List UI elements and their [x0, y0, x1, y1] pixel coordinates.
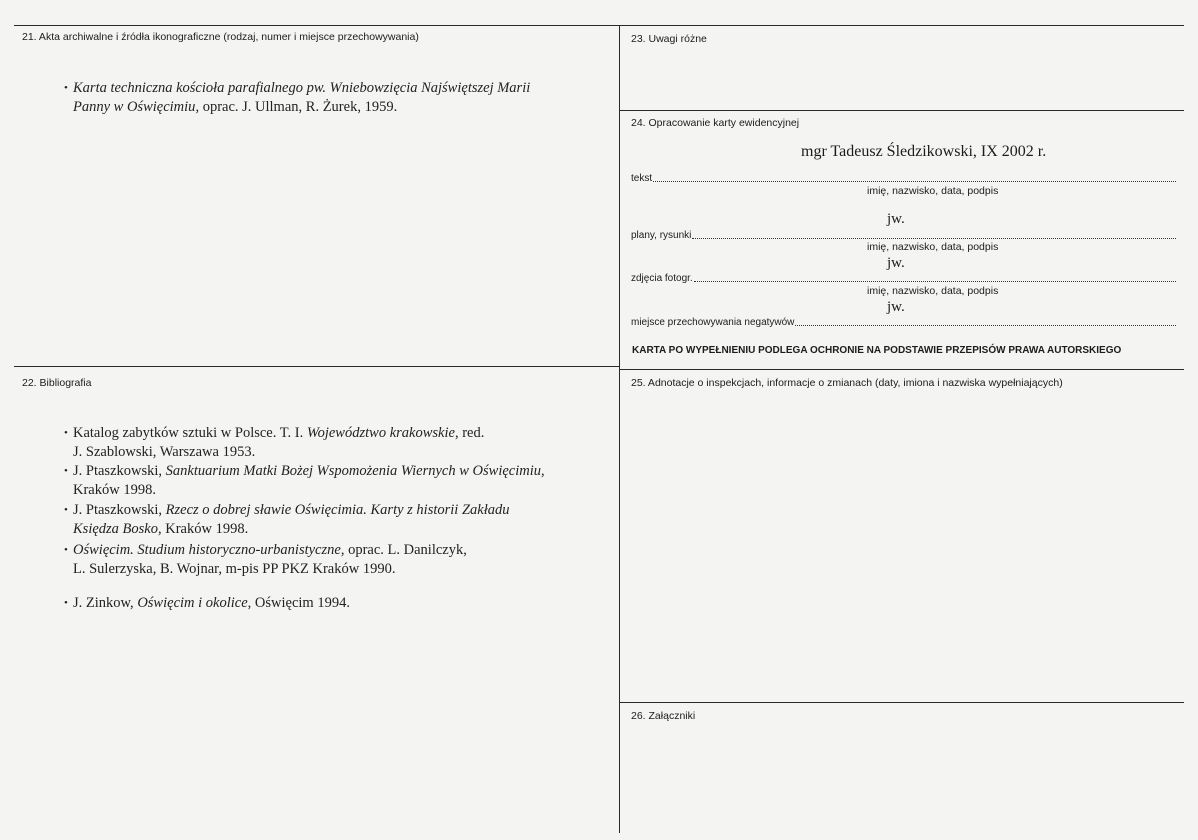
dotted-line	[694, 281, 1176, 282]
field-zdjecia-fotogr	[631, 270, 1176, 284]
archival-entry-italic-2: Panny w Oświęcimiu	[73, 99, 196, 115]
entry-title: Oświęcim i okolice	[137, 595, 248, 611]
bullet-icon: •	[64, 465, 68, 477]
dotted-line	[692, 238, 1176, 239]
section-22-title: 22. Bibliografia	[22, 377, 92, 389]
field-label: tekst	[631, 173, 653, 184]
archival-entry-italic: Karta techniczna kościoła parafialnego pw. Wniebowzięcia Najświętszej Marii	[73, 80, 531, 96]
rule-right-middle	[620, 369, 1184, 370]
bibliography-entry	[64, 424, 588, 462]
entry-title: Oświęcim. Studium historyczno-urbanistyczne	[73, 542, 341, 558]
entry-text: , red.	[454, 425, 485, 441]
entry-text: Kraków 1998.	[73, 482, 156, 498]
section-23-title: 23. Uwagi różne	[631, 33, 707, 45]
bullet-icon: •	[64, 544, 68, 556]
rule-left-middle	[14, 366, 619, 367]
field-value: jw.	[887, 299, 905, 315]
bullet-icon: •	[64, 82, 68, 94]
section-24-title: 24. Opracowanie karty ewidencyjnej	[631, 117, 800, 129]
entry-text: J. Ptaszkowski,	[73, 502, 166, 518]
bibliography-entry	[64, 462, 588, 500]
rule-25-26	[620, 702, 1184, 703]
section-26-title: 26. Załączniki	[631, 710, 696, 722]
field-label: miejsce przechowywania negatywów	[631, 317, 795, 328]
entry-text: , oprac. L. Danilczyk,	[340, 542, 467, 558]
field-value: jw.	[887, 255, 905, 271]
entry-text: ,	[541, 463, 545, 479]
bibliography-entry	[64, 541, 588, 579]
field-caption: imię, nazwisko, data, podpis	[867, 241, 999, 253]
field-value: jw.	[887, 211, 905, 227]
entry-text: J. Zinkow,	[73, 595, 138, 611]
entry-title: Sanktuarium Matki Bożej Wspomożenia Wiernych w Oświęcimiu	[165, 463, 541, 479]
field-tekst	[631, 170, 1176, 184]
field-caption: imię, nazwisko, data, podpis	[867, 285, 999, 297]
bibliography-entry	[64, 594, 588, 613]
entry-text: J. Szablowski, Warszawa 1953.	[73, 444, 256, 460]
field-label: plany, rysunki	[631, 230, 692, 241]
section-21-title: 21. Akta archiwalne i źródła ikonograficzne (rodzaj, numer i miejsce przechowywania)	[22, 31, 419, 43]
field-plany-rysunki	[631, 227, 1176, 241]
entry-text: , Kraków 1998.	[157, 521, 249, 537]
entry-text: , Oświęcim 1994.	[247, 595, 350, 611]
section-25-title: 25. Adnotacje o inspekcjach, informacje o zmianach (daty, imiona i nazwiska wypełniających)	[631, 377, 1063, 389]
bullet-icon: •	[64, 504, 68, 516]
bullet-icon: •	[64, 427, 68, 439]
dotted-line	[653, 181, 1176, 182]
entry-text: L. Sulerzyska, B. Wojnar, m-pis PP PKZ Kraków 1990.	[73, 561, 396, 577]
bibliography-entry	[64, 501, 588, 539]
field-miejsce-negatywow	[631, 314, 1176, 328]
bullet-icon: •	[64, 597, 68, 609]
entry-title: Księdza Bosko	[73, 521, 158, 537]
dotted-line	[795, 325, 1176, 326]
archival-entry-rest: , oprac. J. Ullman, R. Żurek, 1959.	[195, 99, 398, 115]
archival-entry	[64, 79, 588, 117]
vertical-divider	[619, 25, 620, 833]
top-rule	[14, 25, 1184, 26]
field-caption: imię, nazwisko, data, podpis	[867, 185, 999, 197]
entry-title: Województwo krakowskie	[306, 425, 455, 441]
field-label: zdjęcia fotogr.	[631, 273, 693, 284]
rule-23-24	[620, 110, 1184, 111]
entry-title: Rzecz o dobrej sławie Oświęcimia. Karty z historii Zakładu	[165, 502, 510, 518]
author-entry: mgr Tadeusz Śledzikowski, IX 2002 r.	[801, 143, 1047, 160]
copyright-notice: KARTA PO WYPEŁNIENIU PODLEGA OCHRONIE NA PODSTAWIE PRZEPISÓW PRAWA AUTORSKIEGO	[632, 345, 1122, 356]
entry-text: J. Ptaszkowski,	[73, 463, 166, 479]
entry-text: Katalog zabytków sztuki w Polsce. T. I.	[73, 425, 307, 441]
